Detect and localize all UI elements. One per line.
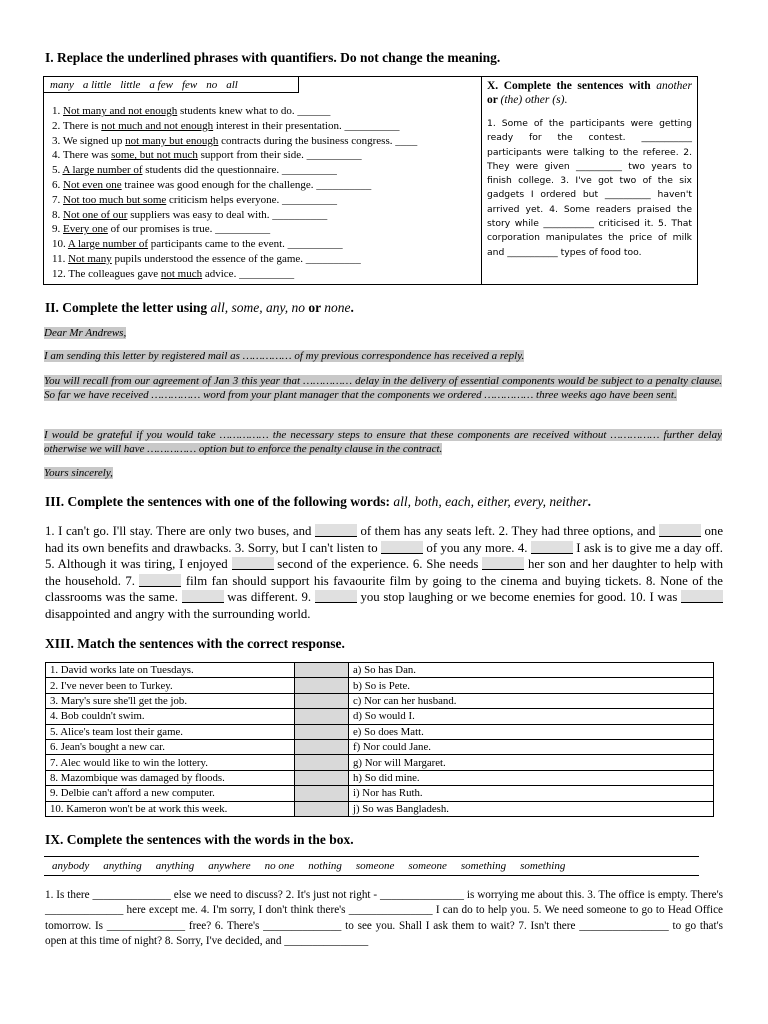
exercise-item: 3. We signed up not many but enough contracts during the business congress. ____	[52, 134, 418, 147]
answer-cell[interactable]	[295, 801, 349, 816]
sentence-fragment: of them has any seats left. 2. They had three options, and	[356, 524, 659, 538]
box-word: something	[520, 860, 566, 872]
response-cell: j) So was Bangladesh.	[349, 801, 714, 816]
answer-blank[interactable]	[232, 557, 274, 570]
word-box	[44, 856, 699, 876]
sentence-fragment: disappointed and angry with the surrounding world.	[45, 606, 311, 621]
answer-blank[interactable]	[381, 541, 423, 554]
table-row	[46, 709, 714, 724]
table-row	[46, 801, 714, 816]
table-row	[46, 786, 714, 801]
exercise-item: 9. Every one of our promises is true. __________	[52, 223, 271, 236]
response-cell: a) So has Dan.	[349, 663, 714, 678]
letter-paragraph-1: I am sending this letter by registered mail as …………… of my previous correspondence has received a reply.	[44, 350, 525, 362]
exercise-item: 5. A large number of students did the questionnaire. __________	[52, 164, 337, 177]
quantifier-word: little	[120, 79, 141, 91]
box-word: anything	[103, 860, 142, 872]
quantifier-word: a little	[82, 79, 112, 91]
quantifier-word: all	[226, 79, 238, 91]
table-row	[46, 663, 714, 678]
section-1-items	[52, 104, 417, 282]
exercise-item: 1. Not many and not enough students knew what to do. ______	[52, 105, 331, 117]
box-word: someone	[408, 860, 447, 872]
exercise-item: 12. The colleagues gave not much advice. __________	[52, 267, 295, 280]
box-word: something	[460, 860, 507, 872]
section-x-heading: X. Complete the sentences with another or (the) other (s).	[487, 80, 692, 106]
quantifier-word: no	[206, 79, 218, 91]
response-cell: e) So does Matt.	[349, 724, 714, 739]
answer-blank[interactable]	[182, 590, 224, 603]
sentence-fragment: film fan should support his favaourite film by going to the cinema and buying tickets. 8. None of the classrooms was the same.	[45, 573, 723, 605]
exercise-item: 6. Not even one trainee was good enough for the challenge. __________	[52, 178, 372, 191]
exercise-item: 7. Not too much but some criticism helps everyone. __________	[52, 193, 338, 206]
answer-cell[interactable]	[295, 786, 349, 801]
response-cell: i) Nor has Ruth.	[349, 786, 714, 801]
section-9-heading: IX. Complete the sentences with the words in the box.	[45, 832, 354, 847]
answer-cell[interactable]	[295, 663, 349, 678]
sentence-cell: 10. Kameron won't be at work this week.	[46, 801, 295, 816]
section-1-heading: I. Replace the underlined phrases with quantifiers. Do not change the meaning.	[45, 50, 501, 65]
response-cell: c) Nor can her husband.	[349, 693, 714, 708]
answer-blank[interactable]	[531, 541, 573, 554]
answer-cell[interactable]	[295, 709, 349, 724]
quantifier-word: few	[181, 79, 198, 91]
sentence-cell: 6. Jean's bought a new car.	[46, 739, 295, 754]
exercise-item: 8. Not one of our suppliers was easy to deal with. __________	[52, 208, 328, 221]
sentence-cell: 4. Bob couldn't swim.	[46, 709, 295, 724]
box-word: anything	[155, 860, 195, 872]
answer-cell[interactable]	[295, 724, 349, 739]
answer-cell[interactable]	[295, 678, 349, 693]
match-table	[45, 662, 714, 817]
section-3-text	[45, 523, 723, 623]
quantifier-box	[44, 77, 299, 93]
table-row	[46, 693, 714, 708]
table-row	[46, 724, 714, 739]
section-1-left-panel	[44, 77, 482, 284]
response-cell: d) So would I.	[349, 709, 714, 724]
answer-cell[interactable]	[295, 770, 349, 785]
section-x-text: 1. Some of the participants were getting ready for the contest. ___________ participants were talking to the referee. 2. They were given __________ two years to finish college. 3. I've got two of the six gadgets I ordered but __________ haven't arrived yet. 4. Some readers praised the story while ___________ criticised it. 5. That corporation manipulates the price of milk and ___________ types of food too.	[487, 118, 692, 258]
answer-blank[interactable]	[139, 574, 181, 587]
answer-blank[interactable]	[482, 557, 524, 570]
sentence-cell: 2. I've never been to Turkey.	[46, 678, 295, 693]
box-word: no one	[264, 860, 295, 872]
answer-blank[interactable]	[659, 524, 701, 537]
sentence-fragment: you stop laughing or we become enemies for good. 10. I was	[356, 590, 681, 605]
response-cell: g) Nor will Margaret.	[349, 755, 714, 770]
box-word: anywhere	[208, 860, 251, 872]
box-word: nothing	[308, 860, 342, 872]
answer-cell[interactable]	[295, 693, 349, 708]
sentence-fragment: second of the experience. 6. She needs	[273, 557, 483, 572]
section-2-heading: II. Complete the letter using all, some, any, no or none.	[45, 300, 354, 315]
sentence-cell: 7. Alec would like to win the lottery.	[46, 755, 295, 770]
section-9-text: 1. Is there ______________ else we need to discuss? 2. It's just not right - _______________ is worrying me about this. 3. The office is empty. There's ______________ here except me. 4. I'm sorry, I don't think there's _______________ I can do to help you. 5. We need someone to go to Head Office tomorrow. Is ______________ free? 6. There's ______________ to see you. Shall I ask them to wait? 7. Isn't there ________________ to go that's open at this time of night? 8. Sorry, I've decided, and _______________	[45, 889, 723, 947]
response-cell: b) So is Pete.	[349, 678, 714, 693]
response-cell: f) Nor could Jane.	[349, 739, 714, 754]
sentence-fragment: of you any more. 4.	[423, 540, 531, 555]
answer-blank[interactable]	[315, 590, 357, 603]
letter-paragraph-3: I would be grateful if you would take …………… the necessary steps to ensure that these components are received without …………… further delay otherwise we will have …………… option but to enforce the penalty clause in the contract.	[44, 429, 722, 455]
quantifier-word: many	[50, 79, 74, 91]
sentence-fragment: her son and her daughter to help with the household. 7.	[45, 557, 723, 588]
letter-salutation: Dear Mr Andrews,	[44, 327, 127, 339]
table-row	[46, 770, 714, 785]
answer-blank[interactable]	[681, 590, 723, 603]
section-13-heading: XIII. Match the sentences with the correct response.	[45, 636, 345, 651]
table-row	[46, 739, 714, 754]
answer-cell[interactable]	[295, 739, 349, 754]
sentence-fragment: 1. I can't go. I'll stay. There are only two buses, and	[45, 524, 315, 538]
box-word: someone	[355, 860, 395, 872]
exercise-item: 4. There was some, but not much support from their side. __________	[52, 149, 362, 162]
exercise-item: 10. A large number of participants came to the event. __________	[52, 238, 343, 251]
box-word: anybody	[52, 860, 90, 872]
section-3-heading: III. Complete the sentences with one of the following words: all, both, each, either, every, neither.	[45, 494, 591, 509]
table-row	[46, 755, 714, 770]
answer-cell[interactable]	[295, 755, 349, 770]
sentence-cell: 5. Alice's team lost their game.	[46, 724, 295, 739]
table-row	[46, 678, 714, 693]
sentence-fragment: one had its own benefits and drawbacks. 3. Sorry, but I can't listen to	[45, 524, 724, 555]
sentence-cell: 9. Delbie can't afford a new computer.	[46, 786, 295, 801]
exercise-item: 11. Not many pupils understood the essence of the game. __________	[52, 252, 361, 265]
sentence-cell: 1. David works late on Tuesdays.	[46, 663, 295, 678]
exercise-item: 2. There is not much and not enough interest in their presentation. __________	[52, 119, 400, 132]
sentence-fragment: I ask is to give me a day off. 5. Although it was tiring, I enjoyed	[45, 540, 723, 572]
sentence-fragment: was different. 9.	[223, 590, 315, 605]
section-1-box	[43, 76, 698, 285]
letter-closing: Yours sincerely,	[44, 467, 113, 479]
response-cell: h) So did mine.	[349, 770, 714, 785]
quantifier-word: a few	[149, 79, 173, 91]
letter-paragraph-2: You will recall from our agreement of Jan 3 this year that …………… delay in the delivery of essential components would be subject to a penalty clause. So far we have received …………… word from your plant manager that the components we ordered …………… three weeks ago have been sent.	[44, 375, 722, 401]
sentence-cell: 8. Mazombique was damaged by floods.	[46, 770, 295, 785]
sentence-cell: 3. Mary's sure she'll get the job.	[46, 693, 295, 708]
section-x-panel	[482, 77, 697, 284]
answer-blank[interactable]	[315, 524, 357, 537]
